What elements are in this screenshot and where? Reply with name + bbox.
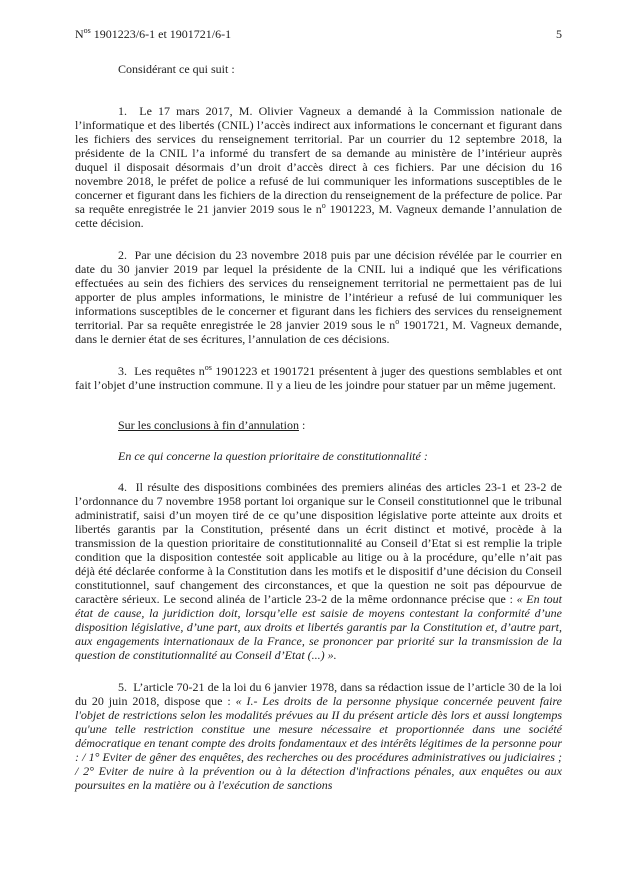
case-number: $N^{os}$ 1901223/6-1 et 1901721/6-1 [75,26,232,41]
paragraph-3: 3. Les requêtes $n^{os}$ 1901223 et 1901721 présentent à juger des questions semblables et ont fait l’objet d’une instruction commune. Il y a lieu de les joindre pour statuer par un même jugement. [75,363,562,392]
paragraph-group-considerations [75,104,562,392]
page-number: 5 [556,27,562,41]
paragraph-4: 4. Il résulte des dispositions combinées des premiers alinéas des articles 23-1 et 23-2 de l’ordonnance du 7 novembre 1958 portant loi organique sur le Conseil constitutionnel que le tribunal administratif, saisi d’un moyen tiré de ce qu’une disposition législative porte atteinte aux droits et libertés garantis par la Constitution, présenté dans un écrit distinct et motivé, procède à la transmission de la question prioritaire de constitutionnalité au Conseil d’Etat si est remplie la triple condition que la disposition contestée soit applicable au litige ou à la procédure, qu’elle n’ait pas déjà été déclarée conforme à la Constitution dans les motifs et le dispositif d’une décision du Conseil constitutionnel, sauf changement des circonstances, et que la question ne soit pas dépourvue de caractère sérieux. Le second alinéa de l’article 23-2 de la même ordonnance précise que : « En tout état de cause, la juridiction doit, lorsqu’elle est saisie de moyens contestant la conformité d’une disposition législative, d’une part, aux droits et libertés garantis par la Constitution et, d’autre part, aux engagements internationaux de la France, se prononcer par priorité sur la transmission de la question de constitutionnalité au Conseil d’Etat (...) ». [75,480,563,662]
section-heading-suffix: : [298,418,306,432]
section-heading-annulation [118,418,562,432]
section-heading-text: Sur les conclusions à fin d’annulation [118,418,299,432]
subsection-heading-qpc: En ce qui concerne la question prioritaire de constitutionnalité : [118,449,428,463]
intro-line: Considérant ce qui suit : [118,62,235,76]
paragraph-2: 2. Par une décision du 23 novembre 2018 puis par une décision révélée par le courrier en date du 30 janvier 2019 par lequel la présidente de la CNIL lui a indiqué que les vérifications effectuées au sein des fichiers des services du renseignement territorial ne permettaient pas de lui apporter de plus amples informations, le ministre de l’intérieur a refusé de lui communiquer les informations susceptibles de le concerner et figurant dans les fichiers des services du renseignement territorial. Par sa requête enregistrée le 28 janvier 2019 sous le $n^o$ 1901721, M. Vagneux demande, dans le dernier état de ses écritures, l’annulation de ces décisions. [75,248,562,346]
paragraph-1: 1. Le 17 mars 2017, M. Olivier Vagneux a demandé à la Commission nationale de l’informatique et des libertés (CNIL) l’accès indirect aux informations le concernant et figurant dans les fichiers des services du renseignement territorial. Par un courrier du 12 septembre 2018, la présidente de la CNIL l’a informé du transfert de sa demande au ministère de l’intérieur auprès duquel il disposait désormais d’un droit d’accès direct à ces fichiers. Par une décision du 16 novembre 2018, le préfet de police a refusé de lui communiquer les informations susceptibles de le concerner et figurant dans les fichiers de la direction du renseignement de la préfecture de police. Par sa requête enregistrée le 21 janvier 2019 sous le $n^o$ 1901223, M. Vagneux demande l’annulation de cette décision. [75,104,562,230]
case-number-superscript: os [83,26,91,35]
page-header [75,27,562,41]
paragraph-group-qpc [75,480,562,792]
paragraph-5: 5. L’article 70-21 de la loi du 6 janvier 1978, dans sa rédaction issue de l’article 30 de la loi du 20 juin 2018, dispose que : « I.- Les droits de la personne physique concernée peuvent faire l'objet de restrictions selon les modalités prévues au II du présent article dès lors et aussi longtemps qu'une telle restriction constitue une mesure nécessaire et proportionnée dans une société démocratique en tenant compte des droits fondamentaux et des intérêts légitimes de la personne pour : / 1° Eviter de gêner des enquêtes, des recherches ou des procédures administratives ou judiciaires ; / 2° Eviter de nuire à la prévention ou à la détection d'infractions pénales, aux enquêtes ou aux poursuites en la matière ou à l'exécution de sanctions [75,680,563,792]
